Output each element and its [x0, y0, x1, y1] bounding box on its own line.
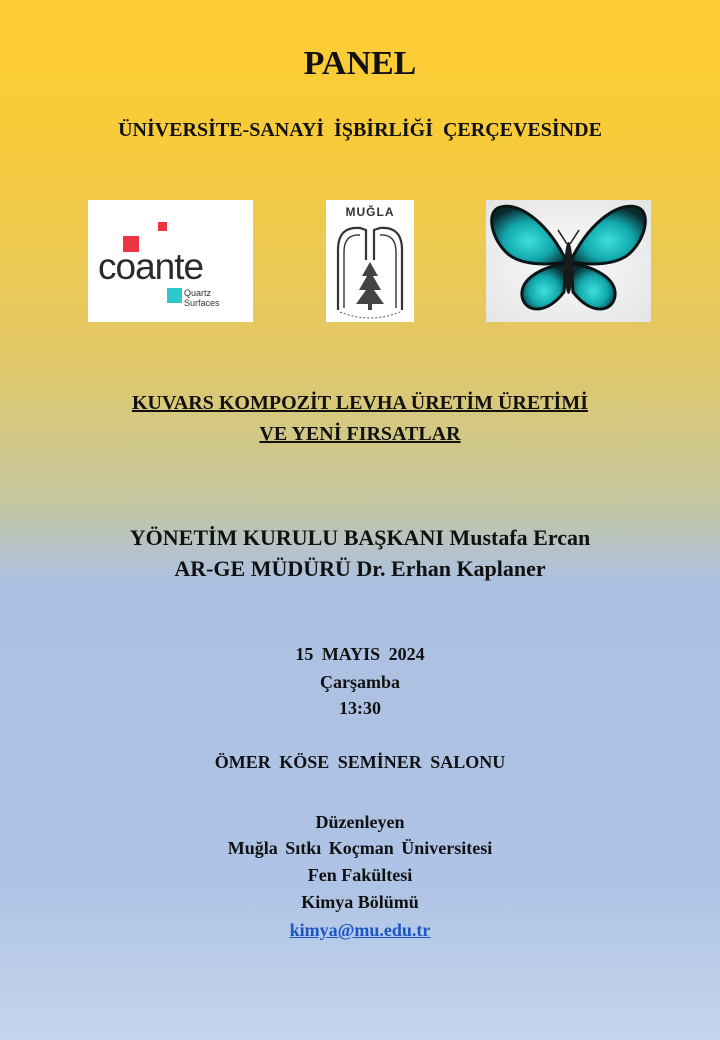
topic-line-2: VE YENİ FIRSATLAR [259, 423, 461, 445]
butterfly-icon [486, 200, 651, 322]
email-link[interactable]: kimya@mu.edu.tr [289, 920, 431, 940]
panel-title: PANEL [303, 45, 417, 82]
coante-wordmark: coante [98, 246, 204, 287]
organizer-faculty: Fen Fakültesi [307, 865, 413, 885]
mugla-university-logo [326, 200, 414, 322]
organizer-department: Kimya Bölümü [301, 892, 419, 912]
event-date: 15 MAYIS 2024 [295, 644, 425, 664]
coante-tagline: Quartz Surfaces [184, 288, 220, 308]
topic-line-1: KUVARS KOMPOZİT LEVHA ÜRETİM ÜRETİMİ [132, 392, 588, 414]
coante-logo [88, 200, 253, 322]
speaker-2: AR-GE MÜDÜRÜ Dr. Erhan Kaplaner [174, 556, 546, 581]
event-venue: ÖMER KÖSE SEMİNER SALONU [214, 752, 506, 772]
mugla-wordmark: MUĞLA [345, 205, 395, 219]
mugla-emblem-icon [326, 200, 414, 322]
butterfly-image [486, 200, 651, 322]
event-day: Çarşamba [320, 672, 400, 692]
event-time: 13:30 [339, 698, 381, 718]
organizer-email-link[interactable] [0, 920, 720, 941]
organizer-university: Muğla Sıtkı Koçman Üniversitesi [227, 838, 493, 858]
organizer-label: Düzenleyen [315, 812, 405, 832]
speaker-1: YÖNETİM KURULU BAŞKANI Mustafa Ercan [129, 525, 591, 550]
panel-subtitle: ÜNİVERSİTE-SANAYİ İŞBİRLİĞİ ÇERÇEVESİNDE [118, 119, 602, 141]
